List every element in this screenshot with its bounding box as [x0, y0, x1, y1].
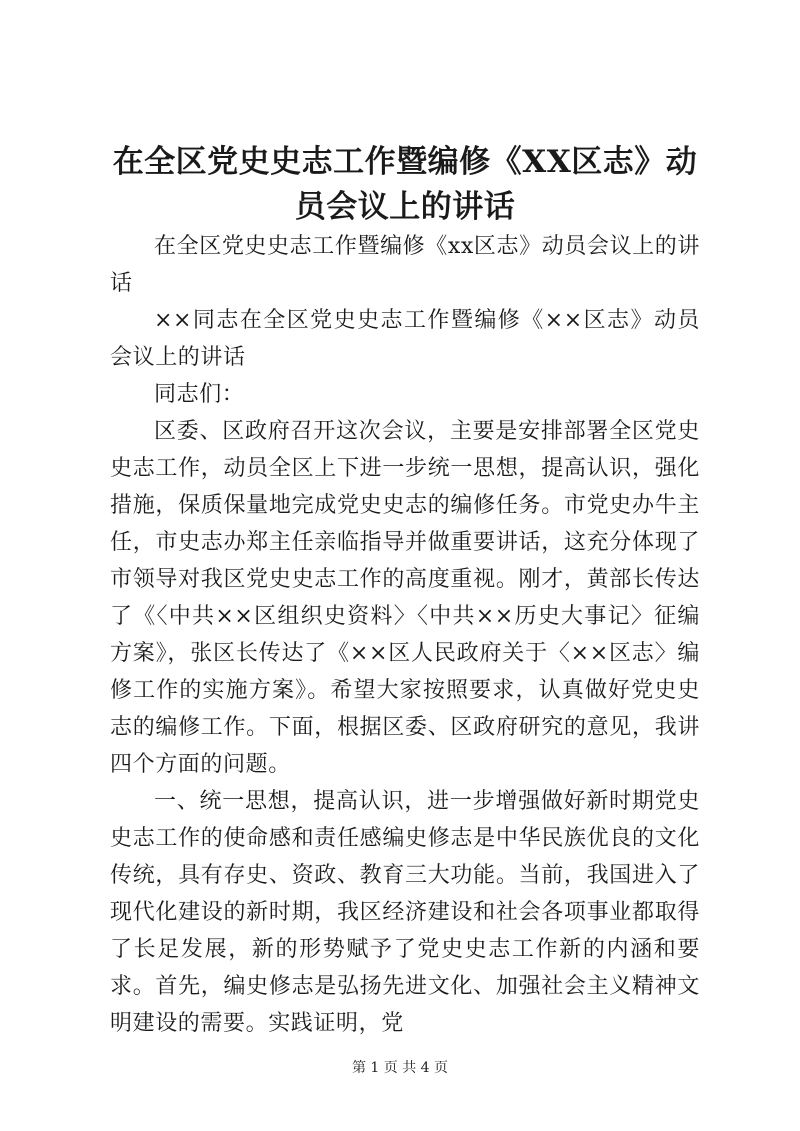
document-title: 在全区党史史志工作暨编修《XX区志》动员会议上的讲话 [112, 144, 698, 225]
paragraph-introduction: 区委、区政府召开这次会议，主要是安排部署全区党史史志工作，动员全区上下进一步统一思想，提高认识，强化措施，保质保量地完成党史史志的编修任务。市党史办牛主任，市史志办郑主任亲临指导并做重要讲话，这充分体现了市领导对我区党史史志工作的高度重视。刚才，黄部长传达了《〈中共××区组织史资料〉〈中共××历史大事记〉征编方案》，张区长传达了《××区人民政府关于〈××区志〉编修工作的实施方案》。希望大家按照要求，认真做好党史史志的编修工作。下面，根据区委、区政府研究的意见，我讲四个方面的问题。 [110, 419, 700, 777]
page-footer: 第 1 页 共 4 页 [351, 1060, 449, 1076]
paragraph-salutation: 同志们： [154, 382, 245, 407]
paragraph-section-one: 一、统一思想，提高认识，进一步增强做好新时期党史史志工作的使命感和责任感编史修志是中华民族优良的文化传统，具有存史、资政、教育三大功能。当前，我国进入了现代化建设的新时期，我区经济建设和社会各项事业都取得了长足发展，新的形势赋予了党史史志工作新的内涵和要求。首先，编史修志是弘扬先进文化、加强社会主义精神文明建设的需要。实践证明，党 [110, 789, 700, 1036]
paragraph-heading-repeat: 在全区党史史志工作暨编修《xx区志》动员会议上的讲话 [110, 234, 700, 296]
document-body [110, 228, 700, 1042]
paragraph-speaker-line: ××同志在全区党史史志工作暨编修《××区志》动员会议上的讲话 [110, 308, 700, 370]
